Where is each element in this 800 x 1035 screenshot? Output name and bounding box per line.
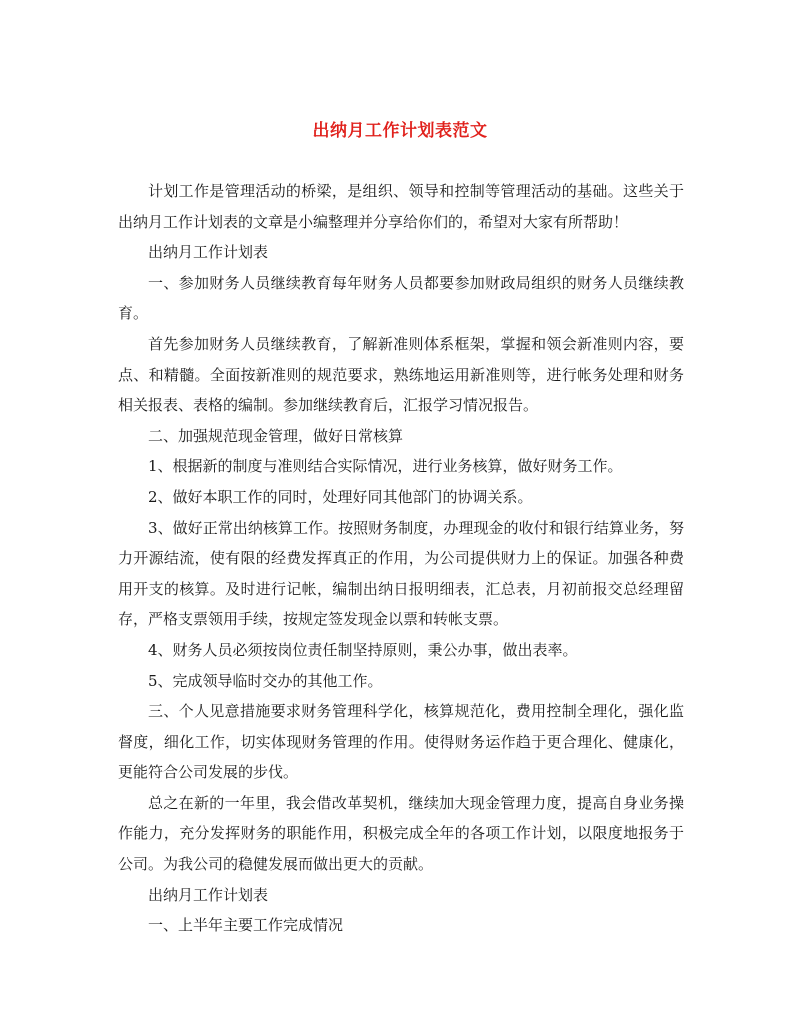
paragraph-section-1: 一、参加财务人员继续教育每年财务人员都要参加财政局组织的财务人员继续教育。 <box>118 273 684 323</box>
paragraph-summary: 总之在新的一年里，我会借改革契机，继续加大现金管理力度，提高自身业务操作能力，充分发挥财务的职能作用，积极完成全年的各项工作计划，以限度地报务于公司。为我公司的稳健发展而做出更大的贡献。 <box>118 793 684 874</box>
paragraph-item-2: 2、做好本职工作的同时，处理好同其他部门的协调关系。 <box>148 487 533 506</box>
paragraph-heading-plan-2: 出纳月工作计划表 <box>148 885 269 904</box>
document-body <box>118 176 684 941</box>
paragraph-item-5: 5、完成领导临时交办的其他工作。 <box>148 671 383 690</box>
paragraph-section-2: 二、加强规范现金管理，做好日常核算 <box>148 426 404 445</box>
paragraph-intro: 计划工作是管理活动的桥梁，是组织、领导和控制等管理活动的基础。这些关于出纳月工作计划表的文章是小编整理并分享给你们的，希望对大家有所帮助！ <box>118 182 684 231</box>
paragraph-item-4: 4、财务人员必须按岗位责任制坚持原则，秉公办事，做出表率。 <box>148 640 578 659</box>
paragraph-item-1: 1、根据新的制度与准则结合实际情况，进行业务核算，做好财务工作。 <box>148 457 623 476</box>
paragraph-continuing-education: 首先参加财务人员继续教育，了解新准则体系框架，掌握和领会新准则内容，要点、和精髓。全面按新准则的规范要求，熟练地运用新准则等，进行帐务处理和财务相关报表、表格的编制。参加继续教育后，汇报学习情况报告。 <box>118 334 684 415</box>
paragraph-item-3: 3、做好正常出纳核算工作。按照财务制度，办理现金的收付和银行结算业务，努力开源结流，使有限的经费发挥真正的作用，为公司提供财力上的保证。加强各种费用开支的核算。及时进行记帐，编制出纳日报明细表，汇总表，月初前报交总经理留存，严格支票领用手续，按规定签发现金以票和转帐支票。 <box>118 518 684 629</box>
document-title: 出纳月工作计划表范文 <box>312 121 488 141</box>
paragraph-heading-plan: 出纳月工作计划表 <box>148 243 269 262</box>
paragraph-section-3: 三、个人见意措施要求财务管理科学化，核算规范化，费用控制全理化，强化监督度，细化工作，切实体现财务管理的作用。使得财务运作趋于更合理化、健康化，更能符合公司发展的步伐。 <box>118 702 684 782</box>
paragraph-first-half-review: 一、上半年主要工作完成情况 <box>148 916 344 935</box>
